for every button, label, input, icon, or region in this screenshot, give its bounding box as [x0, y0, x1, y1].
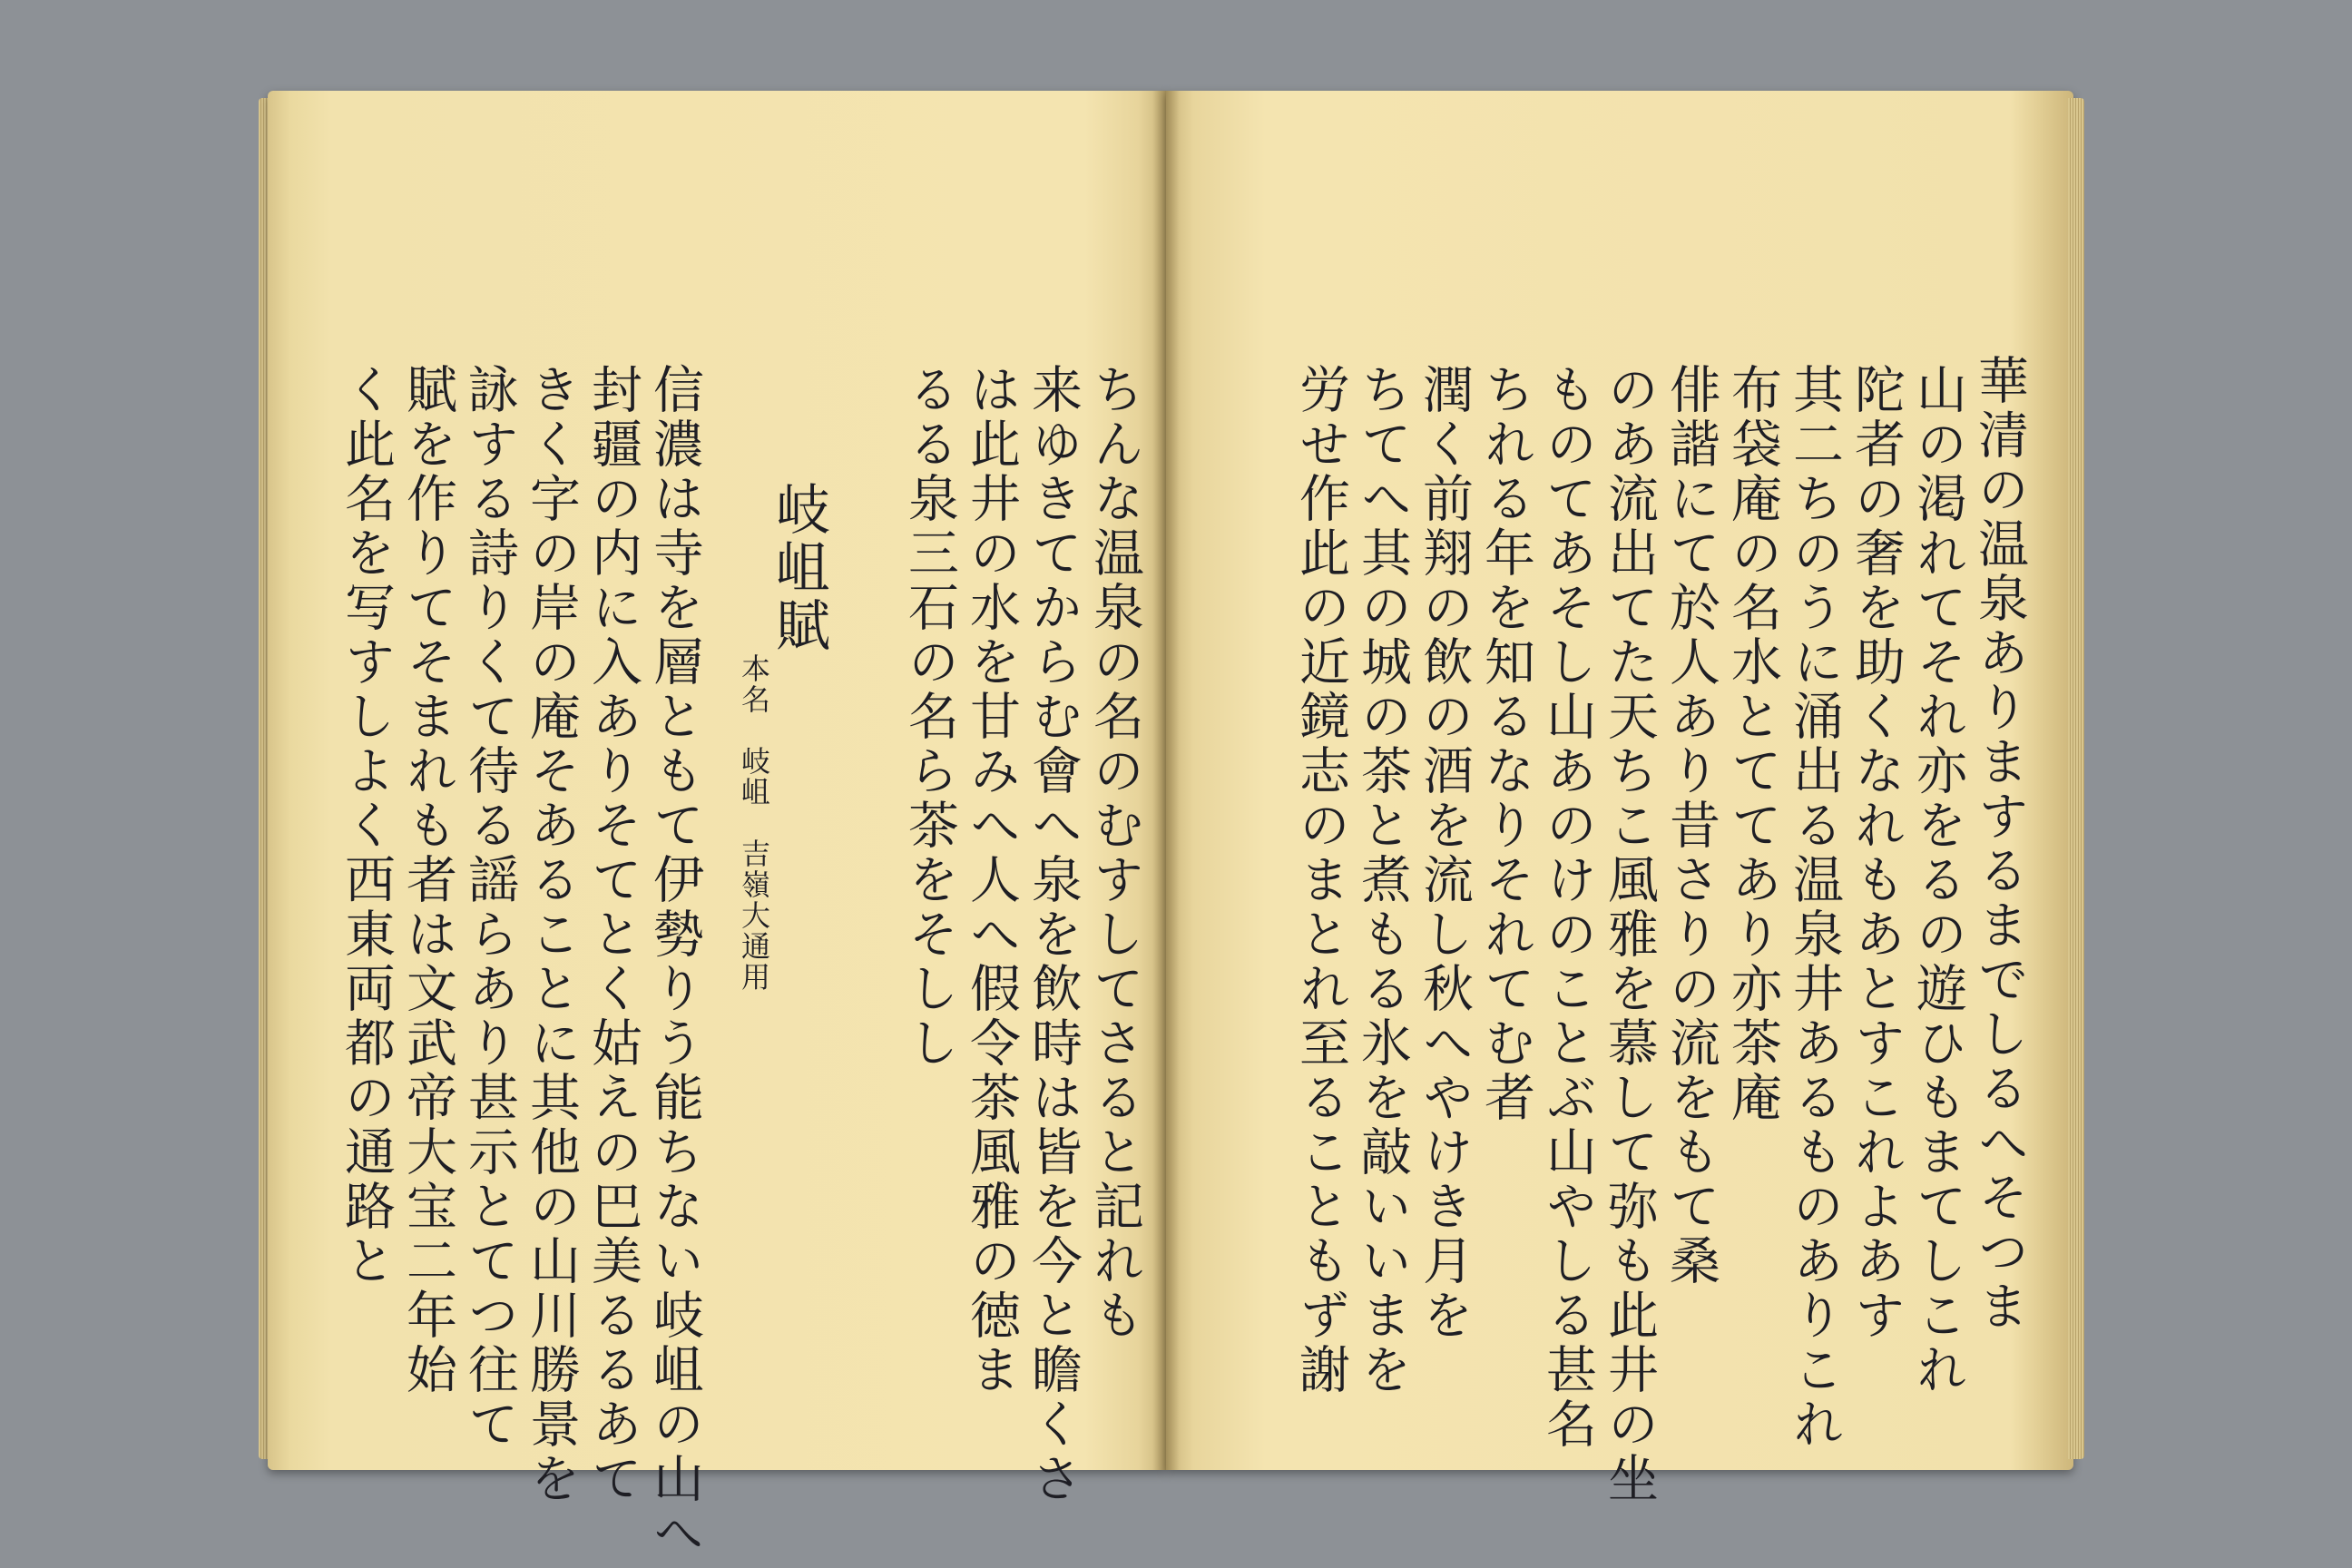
right-page-line: のあ流出てた天ちこ風雅を慕して弥も此井の坐 — [1600, 363, 1659, 1506]
right-page-line: 俳諧にて於人あり昔さりの流をもて桑 — [1661, 363, 1720, 1289]
right-page-line: 陀者の奢を助くなれもあとすこれよあす — [1847, 363, 1906, 1343]
left-page-line: は此井の水を甘みへ人へ假令茶風雅の徳ま — [962, 363, 1021, 1397]
right-page-line: 其二ちのうに涌出る温泉井あるものありこれ — [1785, 363, 1844, 1452]
left-page-line: 賦を作りてそまれも者は文武帝大宝二年始 — [398, 363, 457, 1397]
right-page-line: 労せ作此の近鏡志のまとれ至ることもず謝 — [1291, 363, 1350, 1397]
left-page-line: く此名を写すしよく西東両都の通路と — [337, 363, 396, 1289]
right-page-line: 布袋庵の名水とててあり亦茶庵 — [1723, 363, 1782, 1125]
section-heading: 岐岨賦 — [767, 481, 830, 655]
left-page-line: 来ゆきてからむ會へ泉を飲時は皆を今と瞻くさ — [1024, 363, 1083, 1506]
open-book — [268, 91, 2073, 1561]
left-page-line: ちんな温泉の名のむすしてさると記れも — [1085, 363, 1144, 1343]
left-page-line: 信濃は寺を層ともて伊勢りう能ちない岐岨の山へ — [645, 363, 704, 1561]
book-gutter — [1152, 91, 1180, 1470]
page-stack-right-edge — [2068, 98, 2084, 1459]
right-page-line: ちてへ其の城の茶と煮もる氷を敲いいまを — [1353, 363, 1412, 1397]
left-page-line: 封疆の内に入ありそてとく姑えの巴美るるあて — [583, 363, 642, 1506]
right-page-line: 潤く前翔の飲の酒を流し秋へやけき月を — [1415, 363, 1474, 1343]
section-heading-note: 本名 岐岨 吉嶺大通用 — [737, 653, 771, 993]
left-page-line: 詠する詩りくて待る謡らあり甚示とてつ往て — [460, 363, 519, 1452]
right-page-line: ものてあそし山あのけのことぶ山やしる甚名 — [1538, 363, 1597, 1452]
right-page-line: 山の渇れてそれ亦をるの遊ひもまてしこれ — [1908, 363, 1967, 1397]
left-page-line: るる泉三石の名ら茶をそしし — [900, 363, 959, 1071]
right-page-line: 華清の温泉ありまするまでしるへそつま — [1970, 354, 2029, 1334]
left-page-line: きく字の岸の庵そあることに其他の山川勝景を — [522, 363, 581, 1506]
right-page-line: ちれる年を知るなりそれてむ者 — [1476, 363, 1535, 1125]
